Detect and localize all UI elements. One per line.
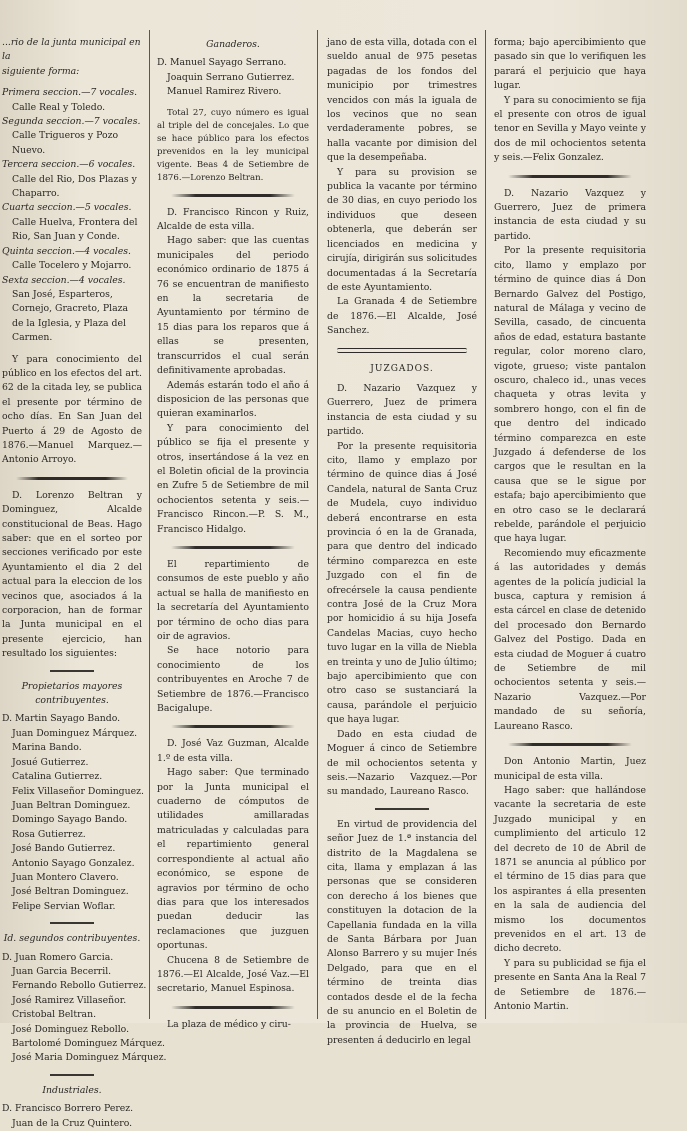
notice-heading: D. Nazario Vazquez y Guerrero, Juez de primera instancia de esta ciudad y su partido. [494,187,646,242]
notice-heading: D. Francisco Rincon y Ruiz, Alcalde de esta villa. [157,206,309,233]
name-list [2,951,167,1066]
list-item: Juan Beltran Dominguez. [12,799,131,811]
list-item: Bartolomé Dominguez Márquez. [12,1038,165,1049]
list-item: Catalina Gutierrez. [12,771,103,783]
notice-text: Hago saber: que hallándose vacante la secretaria de este Juzgado municipal y en cumplimiento del articulo 12 del decreto de 10 de Abril de 1871 se anuncia al público por el término de 15 dias para que los aspirantes á ella presenten en la sala de audiencia del mismo los documentos prevenidos en el art. 13 de dicho decreto. [494,784,646,955]
list-item: Juan de la Cruz Quintero. [12,1117,133,1129]
intro-line: siguiente forma: [2,65,80,77]
column-4 [494,36,646,1017]
list-item: Felix Villaseñor Dominguez. [12,785,144,797]
list-heading: Industriales. [42,1084,102,1096]
section-streets: Calle Trigueros y Pozo Nuevo. [12,130,119,156]
section-streets: Calle Tocelero y Mojarro. [12,260,132,272]
list-item: Joaquin Serrano Gutierrez. [167,71,295,83]
section-heading: JUZGADOS. [370,363,434,374]
divider [171,725,295,728]
column-rule [485,30,486,1019]
notice-text: Hago saber: que las cuentas municipales del periodo económico ordinario de 1875 á 76 se encuentran de manifiesto en la secretaria de Ayuntamiento por término de 15 dias para los reparos que á ellas se presenten, transcurridos el cual serán definitivamente aprobadas. [157,235,309,377]
notice-text: La plaza de médico y ciru- [167,1018,291,1030]
list-item: D. Martin Sayago Bando. [2,713,121,725]
notice-text: forma; bajo apercibimiento que pasado sin que lo verifiquen les parará el perjuicio que haya lugar. [494,37,646,92]
divider [171,546,295,549]
list-item: Cristobal Beltran. [12,1009,97,1021]
divider [375,808,429,810]
notice-heading: D. Nazario Vazquez y Guerrero, Juez de primera instancia de esta ciudad y su partido. [327,382,477,438]
divider [16,477,128,480]
section-streets: Calle Huelva, Frontera del Rio, San Juan y Conde. [12,216,138,243]
notice-text: Se hace notorio para conocimiento de los contribuyentes en Aroche 7 de Setiembre de 1876.—Francisco Bacigalupe. [157,645,309,715]
list-heading: Id. segundos contribuyentes. [3,933,141,945]
list-item: José Dominguez Rebollo. [12,1023,130,1035]
name-list [2,1102,142,1131]
notice-text: D. Lorenzo Beltran y Dominguez, Alcalde constitucional de Beas. Hago saber: que en el sorteo por secciones verificado por este Ayuntamiento el dia 2 del actual para la eleccion de los vecinos que, asociados á la corporacion, han de formar la Junta municipal en el presente ejercicio, han resultado los siguientes: [2,489,142,660]
list-item: Felipe Servian Woflar. [12,900,116,912]
notice-text: Chucena 8 de Setiembre de 1876.—El Alcalde, José Vaz.—El secretario, Manuel Espinosa. [157,954,309,995]
list-item: Marina Bando. [12,742,82,754]
list-item: Rosa Gutierrez. [12,828,86,840]
section-title: Quinta seccion.—4 vocales. [2,245,131,257]
notice-text: La Granada 4 de Setiembre de 1876.—El Alcalde, José Sanchez. [327,296,477,337]
section-streets: San José, Esparteros, Cornejo, Gracreto, Plaza de la Iglesia, y Plaza del Carmen. [12,288,129,344]
name-list [2,712,142,914]
notice-text: Y para conocimiento del público en los efectos del art. 62 de la citada ley, se publica el presente por término de ocho días. En San Juan del Puerto á 29 de Agosto de 1876.—Manuel Marquez.—Antonio Arroyo. [2,353,142,466]
list-item: Josué Gutierrez. [12,756,89,768]
notice-text: Dado en esta ciudad de Moguer á cinco de Setiembre de mil ochocientos setenta y seis.—Nazario Vazquez.—Por su mandado, Laureano Rasco. [327,728,477,798]
section-title: Cuarta seccion.—5 vocales. [2,202,132,214]
list-item: Juan Garcia Becerril. [12,965,112,977]
column-3 [327,36,477,1046]
notice-text: Por la presente requisitoria cito, llamo y emplazo por término de quince dias á Don Bernardo Galvez del Postigo, natural de Málaga y vecino de Sevilla, casado, de cincuenta años de edad, estatura bastante regular, color moreno claro, vigote, grueso; viste pantalon oscuro, chaleco id., unas veces chaqueta y otras levita y sombrero hongo, con el fin de que dentro del indicado término comparezca en este Juzgado á defenderse de los cargos que le resultan en la causa que se le sigue por estafa; bajo apercibimiento que en otro caso se le declarará rebelde, parándole el perjuicio que haya lugar. [494,245,646,545]
divider [508,743,632,746]
list-item: Manuel Ramirez Rivero. [167,86,282,98]
section-title: Primera seccion.—7 vocales. [2,87,138,99]
list-item: José Ramirez Villaseñor. [12,994,127,1006]
notice-text: Total 27, cuyo número es igual al triple del de concejales. Lo que se hace público para los efectos prevenidos en la ley municipal vigente. Beas 4 de Setiembre de 1876.—Lorenzo Beltran. [157,107,309,183]
notice-text: Además estarán todo el año á disposicion de las personas que quieran examinarlos. [157,379,309,420]
list-item: José Bando Gutierrez. [12,843,116,855]
list-heading: Propietarios mayores contribuyentes. [21,680,123,707]
section-title: Tercera seccion.—6 vocales. [2,159,136,171]
divider [50,1074,94,1076]
list-item: D. Manuel Sayago Serrano. [157,57,287,69]
column-rule [149,30,150,1019]
list-item: Antonio Sayago Gonzalez. [12,857,135,869]
section-streets: Calle Real y Toledo. [12,101,106,113]
name-list [157,56,309,99]
notice-text: Y para su conocimiento se fija el presente con otros de igual tenor en Sevilla y Mayo veinte y dos de mil ochocientos setenta y seis.—Felix Gonzalez. [494,94,646,164]
divider [50,922,94,924]
divider [171,1006,295,1009]
section-streets: Calle del Rio, Dos Plazas y Chaparro. [12,173,137,200]
list-item: Domingo Sayago Bando. [12,814,128,826]
divider [337,348,467,353]
list-item: D. Francisco Borrero Perez. [2,1103,134,1115]
column-1 [2,36,167,1129]
list-item: José Beltran Dominguez. [12,886,129,898]
divider [171,194,295,197]
list-heading: Ganaderos. [206,39,260,50]
notice-text: jano de esta villa, dotada con el sueldo anual de 975 pesetas pagadas de los fondos del municipio por trimestres vencidos con más la iguala de los vecinos que no sean verdaderamente pobres, se halla vacante por dimision del que la desempeñaba. [327,37,477,164]
list-item: Fernando Rebollo Gutierrez. [12,980,147,992]
notice-heading: D. José Vaz Guzman, Alcalde 1.º de esta villa. [157,738,309,764]
intro-line: ...rio de la junta municipal en la [2,37,141,63]
list-item: Juan Montero Clavero. [12,871,119,883]
section-title: Segunda seccion.—7 vocales. [2,116,141,128]
notice-text: Por la presente requisitoria cito, llamo y emplazo por término de quince dias á José Candela, natural de Santa Cruz de Mudela, cuyo individuo deberá encontrarse en esta provincia ó en la de Granada, para que dentro del indicado término comparezca en este Juzgado con el fin de ofrecérsele la causa pendiente contra José de la Cruz Mora por homicidio á su hija Josefa Candelas Macias, cuyo hecho tuvo lugar en la villa de Niebla en treinta y uno de Julio último; bajo apercibimiento que con otro caso se sustanciará la causa, parándole el perjuicio que haya lugar. [327,440,477,726]
divider [508,175,632,178]
list-item: Juan Dominguez Márquez. [12,727,138,739]
column-2 [157,36,309,1030]
notice-text: En virtud de providencia del señor Juez de 1.ª instancia del distrito de la Magdalena se cita, llama y emplazan á las personas que se consideren con derecho á los bienes que constituyen la dotacion de la Capellania fundada en la villa de Santa Bárbara por Juan Alonso Barrero y su mujer Inés Delgado, para que en el término de treinta dias contados desde el de la fecha de su anuncio en el Boletin de la provincia de Huelva, se presenten á deducirlo en legal [327,818,477,1046]
section-title: Sexta seccion.—4 vocales. [2,274,126,286]
notice-text: Hago saber: Que terminado por la Junta municipal el cuaderno de cómputos de utilidades amillaradas matriculadas y calculadas para el repartimiento general correspondiente al actual año económico, se espone de agravios por término de ocho dias para que los interesados puedan deducir las reclamaciones que juzguen oportunas. [157,767,309,952]
notice-text: El repartimiento de consumos de este pueblo y año actual se halla de manifiesto en la secretaría del Ayuntamiento por término de ocho dias para oir de agravios. [157,558,309,642]
notice-text: Recomiendo muy eficazmente á las autoridades y demás agentes de la policía judicial la busca, captura y remision á esta cárcel en clase de detenido del procesado don Bernardo Galvez del Postigo. Dada en esta ciudad de Moguer á cuatro de Setiembre de mil ochocientos setenta y seis.—Nazario Vazquez.—Por mandado de su señoría, Laureano Rasco. [494,547,646,732]
notice-text: Y para su publicidad se fija el presente en Santa Ana la Real 7 de Setiembre de 1876.—Antonio Martin. [494,957,646,1012]
list-item: D. Juan Romero Garcia. [2,951,114,963]
notice-text: Y para conocimiento del público se fija el presente y otros, insertándose á la vez en el Boletin oficial de la provincia en Zufre 5 de Setiembre de mil ochocientos setenta y seis.—Francisco Rincon.—P. S. M., Francisco Hidalgo. [157,422,309,535]
column-rule [317,30,318,1019]
divider [50,670,94,672]
notice-text: Y para su provision se publica la vacante por término de 30 dias, en cuyo periodo los individuos que deseen obtenerla, que deberán ser licenciados en medicina y cirujía, dirigirán sus solicitudes documentadas á la Secretaría de este Ayuntamiento. [327,166,477,293]
notice-heading: Don Antonio Martin, Juez municipal de esta villa. [494,756,646,782]
list-item: José Maria Dominguez Márquez. [12,1052,167,1064]
